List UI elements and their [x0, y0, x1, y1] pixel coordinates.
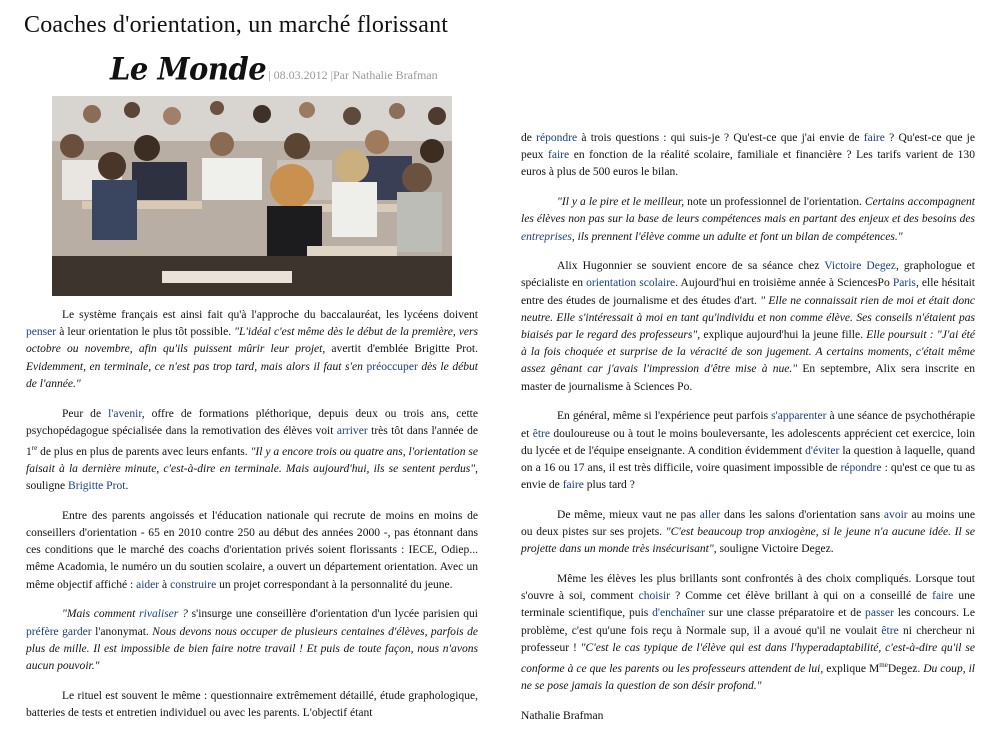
- paragraph: "Il y a le pire et le meilleur, note un professionnel de l'orientation. Certains accompagnent les élèves non pas sur la base de leurs compétences mais en partant des enjeux et des besoins des entreprises, ils prennent l'élève comme un adulte et font un bilan de compétences.": [521, 196, 976, 243]
- inline-link[interactable]: s'apparenter: [771, 410, 827, 423]
- article-title: Coaches d'orientation, un marché florissant: [24, 12, 449, 38]
- inline-link[interactable]: d'enchaîner: [652, 607, 705, 620]
- inline-link[interactable]: faire: [932, 590, 954, 603]
- exam-hall-image: [52, 96, 452, 296]
- paragraph: Même les élèves les plus brillants sont confrontés à des choix compliqués. Lorsque tout s'ouvre à soi, comment choisir ? Comme cet élève brillant à qui on a conseillé de faire une terminale scientifique, puis d'enchaîner sur une classe préparatoire et de passer les concours. Le problème, c'est qu'une fois reçu à Normale sup, il a avoué qu'il ne voulait être ni chercheur ni professeur ! "C'est le cas typique de l'élève qui est dans l'hyperadaptabilité, c'est-à-dire qu'il se conforme à ce que les parents ou les professeurs attendent de lui, explique $M^{me}Degez$. Du coup, il ne se pose jamais la question de son désir profond.": [521, 572, 976, 693]
- inline-link[interactable]: choisir: [638, 590, 671, 603]
- inline-link[interactable]: aller: [699, 508, 721, 521]
- inline-link[interactable]: d'éviter: [805, 444, 840, 457]
- inline-link[interactable]: construire: [170, 578, 217, 591]
- inline-link[interactable]: être: [881, 624, 899, 637]
- right-column: [521, 130, 975, 737]
- masthead: [110, 52, 438, 86]
- inline-link[interactable]: penser: [26, 326, 57, 339]
- paragraph: de répondre à trois questions : qui suis-je ? Qu'est-ce que j'ai envie de faire ? Qu'est-ce que je peux faire en fonction de la réalité scolaire, familiale et financière ? Les tarifs varient de 130 euros à plus de 500 euros le bilan.: [521, 132, 975, 179]
- inline-link[interactable]: garder: [62, 625, 92, 638]
- inline-link[interactable]: aider: [136, 578, 160, 591]
- inline-link[interactable]: faire: [863, 132, 885, 144]
- inline-link[interactable]: faire: [562, 479, 584, 492]
- paragraph: De même, mieux vaut ne pas aller dans les salons d'orientation sans avoir au moins une ou deux pistes sur ses projets. "C'est beaucoup trop anxiogène, si le jeune n'a aucune idée. Il se projette dans un monde très insécurisant", souligne Victoire Degez.: [521, 508, 976, 556]
- paragraph: Peur de l'avenir, offre de formations pléthorique, depuis deux ou trois ans, cette psychopédagogue spécialisée dans la remotivation des élèves voit arriver très tôt dans l'année de 1re de plus en plus de parents avec leurs enfants. "Il y a encore trois ou quatre ans, l'orientation se faisait à la dernière minute, c'est-à-dire en terminale. Mais aujourd'hui, ils se sentent perdus", souligne Brigitte Prot.: [26, 407, 478, 493]
- inline-link[interactable]: Victoire Degez: [824, 260, 896, 273]
- inline-link[interactable]: entreprises: [521, 230, 572, 243]
- left-column: [26, 307, 478, 735]
- inline-link[interactable]: être: [532, 427, 550, 440]
- inline-link[interactable]: avoir: [883, 508, 908, 521]
- paragraph: Alix Hugonnier se souvient encore de sa séance chez Victoire Degez, graphologue et spécialiste en orientation scolaire. Aujourd'hui en troisième année à SciencesPo Paris, elle hésitait entre des études de journalisme et des études d'art. " Elle ne connaissait rien de moi et était donc neutre. Elle s'intéressait à moi en tant qu'individu et non comme élève. Ses conseils n'étaient pas biaisés par le regard des professeurs", explique aujourd'hui la jeune fille. Elle poursuit : "J'ai été à la fois choquée et surprise de la véracité de son jugement. A certains moments, c'était même assez gênant car j'avais l'impression d'être mise à nue." En septembre, Alix sera inscrite en master de journalisme à Sciences Po.: [521, 260, 976, 393]
- article-photo: [52, 96, 452, 296]
- paragraph: Le système français est ainsi fait qu'à l'approche du baccalauréat, les lycéens doivent penser à leur orientation le plus tôt possible. "L'idéal c'est même dès le début de la première, vers octobre ou novembre, afin qu'ils puissent mûrir leur projet, avertit d'emblée Brigitte Prot. Evidemment, en terminale, ce n'est pas trop tard, mais alors il faut s'en préoccuper dès le début de l'année.": [26, 309, 478, 390]
- inline-link[interactable]: l'avenir: [108, 407, 142, 420]
- paragraph: Le rituel est souvent le même : questionnaire extrêmement détaillé, étude graphologique, batteries de tests et entretien individuel ou avec les parents. L'objectif étant: [26, 689, 478, 719]
- author-signature: Nathalie Brafman: [521, 709, 604, 722]
- le-monde-logo[interactable]: Le Monde: [110, 51, 267, 87]
- inline-link[interactable]: Paris: [892, 277, 916, 290]
- inline-link[interactable]: arriver: [336, 424, 368, 437]
- inline-link[interactable]: préoccuper: [366, 360, 418, 373]
- paragraph: Entre des parents angoissés et l'éducation nationale qui recrute de moins en moins de conseillers d'orientation - 65 en 2010 contre 250 au début des années 2000 -, pas étonnant dans ces conditions que le marché des coachs d'orientation privés soient florissants : IECE, Odiep... même Acadomia, le numéro un du soutien scolaire, a ouvert un département orientation. Avec un même objectif affiché : aider à construire un projet correspondant à la personnalité du jeune.: [26, 509, 478, 591]
- inline-link[interactable]: répondre: [840, 461, 882, 474]
- inline-link[interactable]: répondre: [536, 132, 578, 144]
- paragraph: En général, même si l'expérience peut parfois s'apparenter à une séance de psychothérapie et être douloureuse ou à tout le moins bouleversante, les adolescents apprécient cet exercice, loin du lycée et de l'équipe enseignante. A condition évidemment d'éviter la question à laquelle, quand on a 16 ou 17 ans, il est très difficile, voire quasiment impossible de répondre : qu'est ce que tu as envie de faire plus tard ?: [521, 410, 976, 492]
- inline-link[interactable]: préfère: [26, 625, 59, 638]
- inline-link[interactable]: rivaliser: [139, 608, 179, 621]
- inline-link[interactable]: faire: [548, 149, 570, 162]
- byline: | 08.03.2012 |Par Nathalie Brafman: [268, 68, 438, 82]
- inline-link[interactable]: orientation scolaire: [586, 277, 676, 290]
- inline-link[interactable]: passer: [865, 607, 894, 620]
- paragraph: "Mais comment rivaliser ? s'insurge une conseillère d'orientation d'un lycée parisien qui préfère garder l'anonymat. Nous devons nous occuper de plusieurs centaines d'élèves, parfois de plus de mille. Il est impossible de bien faire notre travail ! Et puis de toute façon, nous n'avons aucun pouvoir.": [26, 608, 479, 672]
- inline-link[interactable]: Brigitte Prot: [68, 480, 126, 493]
